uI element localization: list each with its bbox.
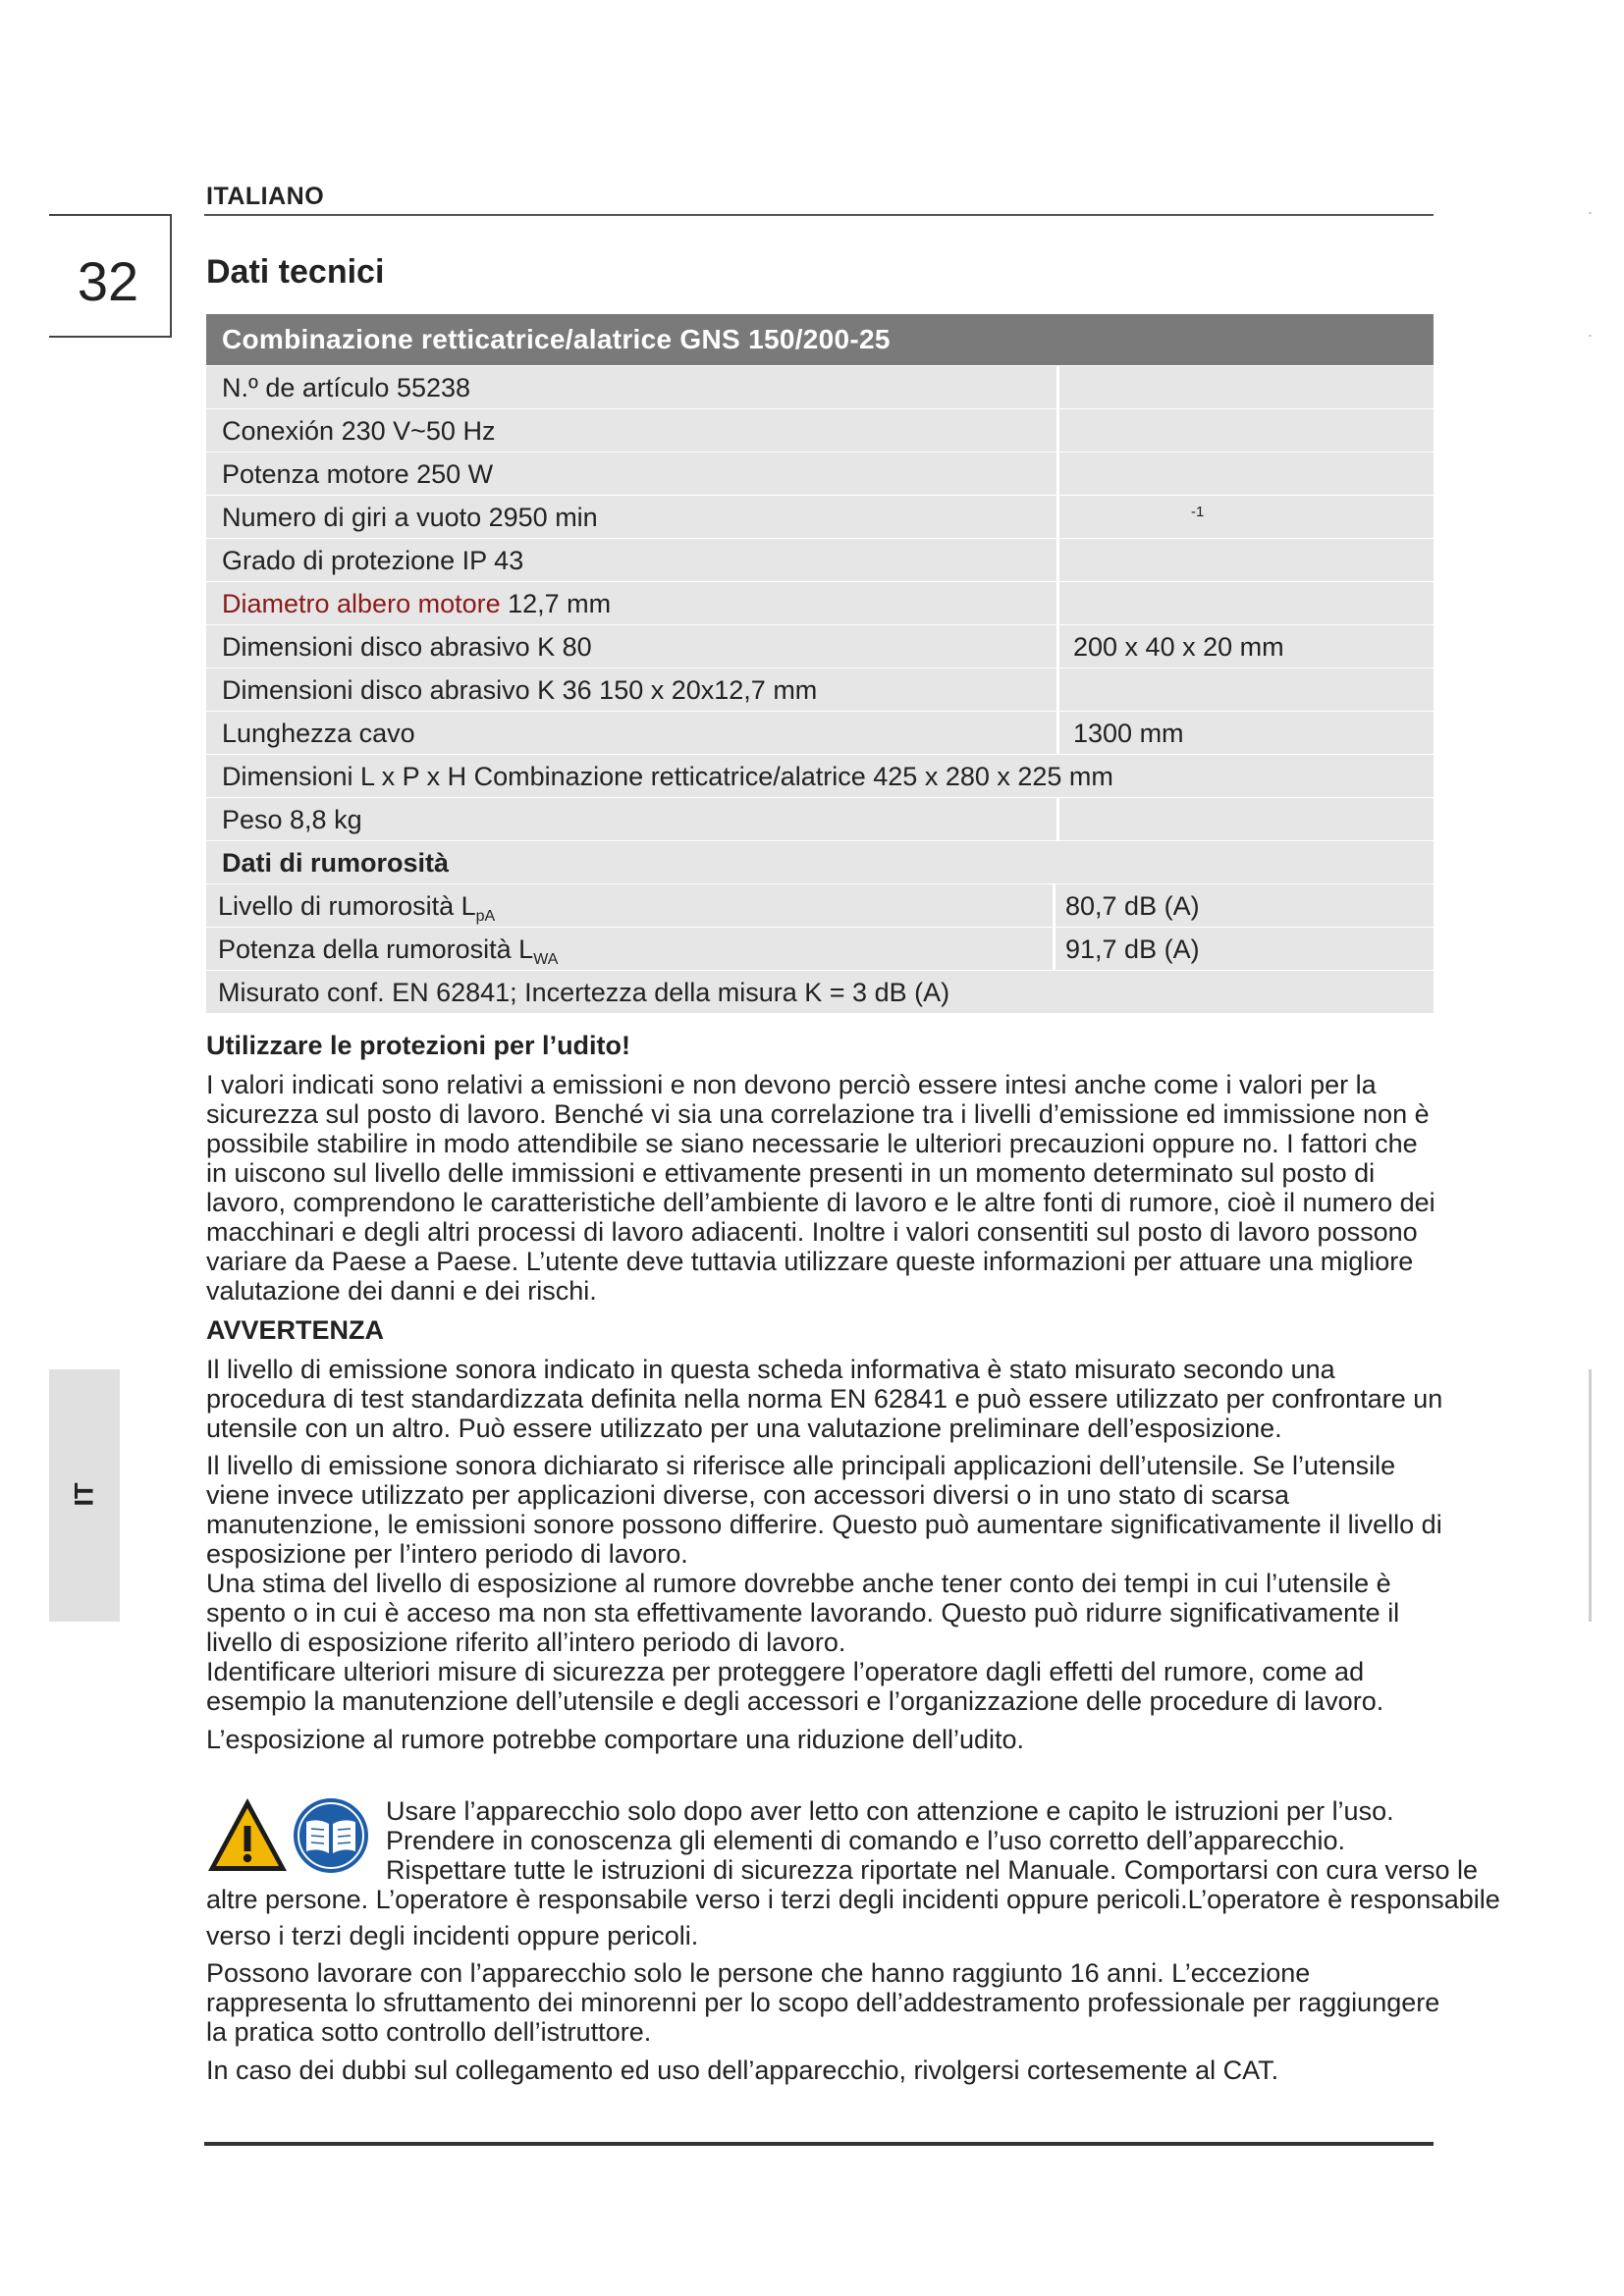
section-title: Dati tecnici (206, 253, 385, 291)
table-row (206, 581, 1434, 624)
edge-mark (1589, 212, 1592, 214)
language-side-tab (49, 1369, 120, 1622)
table-cell (1059, 582, 1434, 624)
warning-triangle-icon (208, 1798, 287, 1871)
table-cell: Lunghezza cavo (206, 712, 1056, 754)
safety-icons-svg (206, 1796, 373, 1875)
table-row (206, 797, 1434, 840)
table-cell (1059, 798, 1434, 840)
table-cell (1059, 366, 1434, 408)
edge-mark (1589, 1369, 1592, 1622)
footer-rule (204, 2142, 1434, 2146)
table-row (206, 754, 1434, 797)
spec-table (206, 314, 1434, 1013)
safety-line-4: altre persone. L’operatore è responsabile verso i terzi degli incidenti oppure pericoli.L’operatore è responsabile (206, 1885, 1500, 1914)
table-cell (1059, 539, 1434, 581)
read-manual-icon (294, 1798, 368, 1873)
table-row (206, 840, 1434, 883)
table-cell: 1300 mm (1059, 712, 1434, 754)
shaft-diameter-label: Diametro albero motore (222, 589, 501, 618)
language-header: ITALIANO (206, 183, 325, 210)
safety-line-3: Rispettare tutte le istruzioni di sicurezza riportate nel Manuale. Comportarsi con cura verso le (386, 1855, 1478, 1885)
header-rule (204, 214, 1434, 216)
warning-paragraph-2: Il livello di emissione sonora dichiarato si riferisce alle principali applicazioni dell’utensile. Se l’utensile viene invece utilizzato per applicazioni diverse, con accessori diversi o in uno stato di scarsa manutenzione, le emissioni sonore possono differire. Questo può aumentare significativamente il livello di esposizione per l’intero periodo di lavoro. (206, 1451, 1442, 1569)
shaft-diameter-value: 12,7 mm (500, 589, 612, 618)
warning-paragraph-4: Identificare ulteriori misure di sicurezza per proteggere l’operatore dagli effetti del rumore, come ad esempio la manutenzione dell’utensile e degli accessori e l’organizzazione delle procedure di lavoro. (206, 1657, 1384, 1716)
table-cell: Peso 8,8 kg (206, 798, 1056, 840)
table-cell (1059, 409, 1434, 452)
safety-line-1: Usare l’apparecchio solo dopo aver letto con attenzione e capito le istruzioni per l’uso. (386, 1796, 1394, 1826)
table-row (206, 927, 1434, 970)
noise-power-label: Potenza della rumorosità L (218, 934, 534, 964)
table-cell: Grado di protezione IP 43 (206, 539, 1056, 581)
table-row (206, 624, 1434, 667)
table-cell: Dimensioni L x P x H Combinazione retticatrice/alatrice 425 x 280 x 225 mm (206, 755, 1434, 797)
table-row (206, 365, 1434, 408)
measure-note: Misurato conf. EN 62841; Incertezza della misura K = 3 dB (A) (206, 971, 1434, 1013)
hearing-paragraph: I valori indicati sono relativi a emissioni e non devono perciò essere intesi anche come i valori per la sicurezza sul posto di lavoro. Benché vi sia una correlazione tra i livelli d’emissione ed immissione non è possibile stabilire in modo attendibile se siano necessarie le ulteriori precauzioni oppure no. I fattori che in uiscono sul livello delle immissioni e ettivamente presenti in un momento determinato sul posto di lavoro, comprendono le caratteristiche dell’ambiente di lavoro e le altre fonti di rumore, cioè il numero dei macchinari e degli altri processi di lavoro adiacenti. Inoltre i valori consentiti sul posto di lavoro possono variare da Paese a Paese. L’utente deve tuttavia utilizzare queste informazioni per attuare una migliore valutazione dei danni e dei rischi. (206, 1070, 1435, 1306)
table-row (206, 667, 1434, 711)
safety-line-2: Prendere in conoscenza gli elementi di comando e l’uso corretto dell’apparecchio. (386, 1826, 1346, 1855)
safety-icons (206, 1796, 373, 1875)
noise-level-label: Livello di rumorosità L (218, 891, 476, 921)
table-cell: 80,7 dB (A) (1056, 884, 1434, 927)
page-number: 32 (77, 250, 139, 312)
table-cell (1059, 496, 1434, 538)
table-row (206, 452, 1434, 495)
table-row (206, 408, 1434, 452)
table-cell (206, 884, 1053, 927)
age-paragraph: Possono lavorare con l’apparecchio solo le persone che hanno raggiunto 16 anni. L’eccezione rappresenta lo sfruttamento dei minorenni per lo scopo dell’addestramento professionale per raggiungere la pratica sotto controllo dell’istruttore. (206, 1958, 1440, 2047)
table-cell (1059, 668, 1434, 711)
table-cell: N.º de artículo 55238 (206, 366, 1056, 408)
noise-power-subscript: WA (533, 951, 559, 968)
table-cell (206, 582, 1056, 624)
table-row (206, 883, 1434, 927)
table-cell: Potenza motore 250 W (206, 453, 1056, 495)
table-cell (1059, 453, 1434, 495)
warning-paragraph-5: L’esposizione al rumore potrebbe comportare una riduzione dell’udito. (206, 1725, 1025, 1754)
warning-paragraph-1: Il livello di emissione sonora indicato in questa scheda informativa è stato misurato secondo una procedura di test standardizzata definita nella norma EN 62841 e può essere utilizzato per confrontare un utensile con un altro. Può essere utilizzato per una valutazione preliminare dell’esposizione. (206, 1355, 1443, 1443)
warning-paragraph-3: Una stima del livello di esposizione al rumore dovrebbe anche tener conto dei tempi in cui l’utensile è spento o in cui è acceso ma non sta effettivamente lavorando. Questo può ridurre significativamente il livello di esposizione riferito all’intero periodo di lavoro. (206, 1569, 1400, 1657)
edge-mark (1589, 335, 1592, 337)
page-number-box (49, 214, 172, 338)
table-cell: Dimensioni disco abrasivo K 36 150 x 20x12,7 mm (206, 668, 1056, 711)
rpm-exponent: -1 (1191, 504, 1205, 520)
table-row (206, 538, 1434, 581)
table-row (206, 711, 1434, 754)
table-cell: Conexión 230 V~50 Hz (206, 409, 1056, 452)
table-cell (206, 928, 1053, 970)
warning-heading: AVVERTENZA (206, 1315, 385, 1345)
table-title: Combinazione retticatrice/alatrice GNS 150/200-25 (206, 314, 1434, 365)
noise-level-subscript: pA (475, 908, 496, 925)
table-cell: 91,7 dB (A) (1056, 928, 1434, 970)
table-cell: Numero di giri a vuoto 2950 min (206, 496, 1056, 538)
service-paragraph: In caso dei dubbi sul collegamento ed uso dell’apparecchio, rivolgersi cortesemente al CAT. (206, 2056, 1279, 2085)
table-cell: 200 x 40 x 20 mm (1059, 625, 1434, 667)
table-cell: Dimensioni disco abrasivo K 80 (206, 625, 1056, 667)
table-row (206, 970, 1434, 1013)
table-row (206, 495, 1434, 538)
noise-section-heading: Dati di rumorosità (206, 841, 1434, 883)
safety-line-5: verso i terzi degli incidenti oppure pericoli. (206, 1921, 699, 1950)
language-side-tab-label: IT (69, 1482, 99, 1507)
hearing-heading: Utilizzare le protezioni per l’udito! (206, 1031, 631, 1060)
